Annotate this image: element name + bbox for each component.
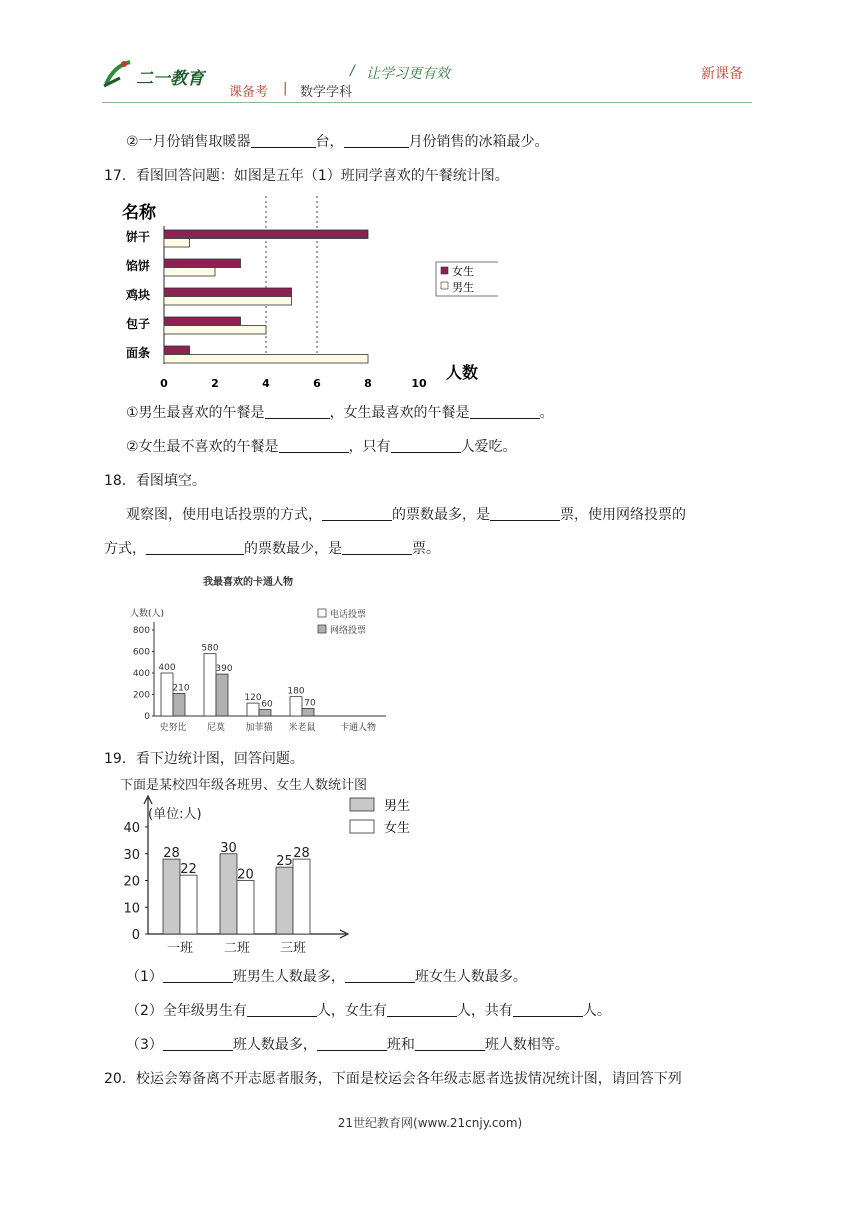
q19-line1 — [126, 966, 527, 986]
text: 班男生人数最多， — [232, 969, 345, 985]
chart2-data-label: 70 — [304, 698, 316, 709]
answer-blank[interactable] — [265, 404, 330, 419]
chart3-data-label: 25 — [276, 854, 293, 870]
q18-line1 — [126, 504, 686, 524]
chart3-y-tick: 30 — [123, 847, 140, 863]
chart3-data-label: 30 — [220, 840, 237, 856]
chart1-category-label: 包子 — [126, 317, 151, 331]
chart2-y-tick: 600 — [132, 647, 150, 658]
answer-blank[interactable] — [344, 133, 409, 148]
chart1-bar — [164, 355, 368, 364]
chart2-ylabel: 人数(人) — [130, 609, 165, 619]
chart1-bar — [164, 268, 215, 277]
text: （1） — [126, 969, 163, 985]
chart1-x-tick: 0 — [160, 377, 168, 390]
chart1-bar — [164, 288, 292, 297]
text: 方式， — [104, 541, 146, 557]
class-chart — [118, 774, 418, 958]
q16-line2 — [126, 131, 549, 151]
chart1-legend — [436, 262, 498, 296]
cartoon-chart — [128, 572, 388, 737]
chart1-xlabel: 人数 — [446, 363, 479, 382]
chart2-bar — [247, 703, 259, 716]
chart2-category-label: 米老鼠 — [288, 723, 316, 733]
chart3-bar — [180, 875, 197, 934]
chart2-data-label: 60 — [261, 699, 273, 710]
chart3-y-tick: 10 — [123, 901, 140, 917]
text: 人爱吃。 — [460, 439, 517, 455]
q19-title: 19．看下边统计图，回答问题。 — [104, 751, 304, 767]
chart2-y-tick: 200 — [132, 690, 150, 701]
chart2-category-label: 加菲猫 — [245, 723, 273, 733]
text: 班和 — [386, 1037, 415, 1053]
chart1-bar — [164, 230, 368, 239]
answer-blank[interactable] — [345, 968, 415, 983]
q17-line2 — [126, 436, 517, 456]
runner-logo-icon — [102, 58, 134, 88]
chart1-category-label: 鸡块 — [126, 288, 151, 302]
text: 人。 — [582, 1003, 611, 1019]
answer-blank[interactable] — [146, 540, 244, 555]
sub-left: 课备考 — [229, 85, 269, 100]
chart3-data-label: 22 — [180, 862, 197, 878]
answer-blank[interactable] — [513, 1002, 583, 1017]
chart1-x-tick: 8 — [364, 377, 372, 390]
chart2-bar — [302, 708, 314, 716]
chart2-legend — [318, 608, 366, 636]
legend-swatch-girls — [441, 267, 448, 274]
logo-text: 二一教育 — [136, 69, 204, 89]
q18-title: 18．看图填空。 — [104, 473, 206, 489]
text: （2）全年级男生有 — [126, 1003, 247, 1019]
legend-label-phone: 电话投票 — [330, 610, 367, 620]
chart1-bar — [164, 239, 190, 248]
sub-right: 数学学科 — [300, 85, 353, 100]
text: 班人数相等。 — [484, 1037, 569, 1053]
answer-blank[interactable] — [279, 438, 349, 453]
chart2-category-label: 尼莫 — [206, 723, 226, 733]
header-divider — [102, 102, 752, 103]
chart3-bar — [237, 881, 254, 935]
text: ，只有 — [348, 439, 391, 455]
q17-title: 17．看图回答问题：如图是五年（1）班同学喜欢的午餐统计图。 — [104, 168, 509, 184]
legend-swatch-boys — [441, 282, 448, 289]
q19-line2 — [126, 1000, 611, 1020]
chart3-y-tick: 0 — [131, 928, 140, 943]
text: 票。 — [412, 541, 440, 557]
chart1-ylabel: 名称 — [122, 203, 156, 223]
text: 。 — [539, 405, 554, 421]
chart2-y-tick: 400 — [132, 669, 150, 679]
chart2-bar — [161, 673, 173, 716]
chart1-bar — [164, 317, 241, 326]
chart2-data-label: 120 — [244, 693, 262, 704]
answer-blank[interactable] — [342, 540, 412, 555]
text: 台， — [315, 134, 344, 150]
chart3-y-tick: 20 — [123, 874, 140, 890]
text: ②一月份销售取暖器 — [126, 134, 251, 150]
q18-line2 — [104, 538, 440, 558]
legend-label-girls: 女生 — [452, 265, 474, 278]
text: 的票数最多，是 — [392, 507, 490, 523]
chart2-bar — [259, 710, 271, 716]
chart1-category-label: 面条 — [126, 346, 151, 360]
legend-label-boys: 男生 — [384, 799, 411, 814]
chart3-bar — [163, 859, 180, 934]
text: 人，女生有 — [316, 1003, 387, 1019]
chart1-bar — [164, 297, 292, 306]
chart2-data-label: 580 — [201, 643, 219, 654]
chart1-x-tick: 6 — [313, 377, 321, 390]
text: 人，共有 — [456, 1003, 513, 1019]
answer-blank[interactable] — [163, 968, 233, 983]
text: ①男生最喜欢的午餐是 — [126, 405, 265, 421]
text: 月份销售的冰箱最少。 — [408, 134, 549, 150]
chart2-y-tick: 0 — [144, 712, 150, 722]
chart2-data-label: 400 — [158, 663, 176, 673]
chart2-y-tick: 800 — [132, 626, 150, 636]
chart3-bar — [276, 867, 293, 934]
chart3-data-label: 28 — [293, 846, 310, 862]
chart2-bar — [204, 654, 216, 716]
answer-blank[interactable] — [387, 1002, 457, 1017]
chart1-bar — [164, 259, 241, 268]
chart3-y-tick: 40 — [123, 821, 140, 836]
legend-swatch-boys — [350, 798, 374, 811]
answer-blank[interactable] — [322, 506, 392, 521]
slogan-slash: / — [350, 63, 355, 79]
chart2-bar — [216, 674, 228, 716]
chart1-bar — [164, 346, 190, 355]
answer-blank[interactable] — [391, 438, 461, 453]
chart2-title: 我最喜欢的卡通人物 — [203, 577, 293, 588]
chart1-category-label: 馅饼 — [126, 259, 151, 273]
slogan: 让学习更有效 — [366, 66, 450, 82]
chart3-category-label: 一班 — [166, 941, 194, 956]
q20-title: 20．校运会筹备离不开志愿者服务，下面是校运会各年级志愿者选拔情况统计图，请回答下列 — [104, 1071, 682, 1087]
chart2-data-label: 390 — [215, 664, 233, 675]
text: ，女生最喜欢的午餐是 — [329, 405, 470, 421]
q19-line3 — [126, 1034, 569, 1054]
answer-blank[interactable] — [247, 1002, 317, 1017]
chart2-xlabel: 卡通人物 — [340, 723, 377, 733]
q17-line1 — [126, 402, 554, 422]
brand-label: 新课备 — [701, 66, 743, 82]
text: ②女生最不喜欢的午餐是 — [126, 439, 279, 455]
answer-blank[interactable] — [163, 1036, 233, 1051]
text: 票，使用网络投票的 — [560, 507, 686, 523]
answer-blank[interactable] — [251, 133, 316, 148]
chart3-category-label: 三班 — [279, 941, 307, 956]
chart1-x-tick: 2 — [211, 377, 219, 390]
chart3-title: 下面是某校四年级各班男、女生人数统计图 — [120, 778, 368, 793]
answer-blank[interactable] — [415, 1036, 485, 1051]
answer-blank[interactable] — [490, 506, 560, 521]
legend-swatch-phone — [318, 609, 326, 617]
chart1-x-tick: 4 — [262, 377, 270, 390]
legend-swatch-online — [318, 625, 326, 633]
chart1-bar — [164, 326, 266, 335]
chart1-category-label: 饼干 — [126, 230, 151, 244]
answer-blank[interactable] — [317, 1036, 387, 1051]
answer-blank[interactable] — [470, 404, 540, 419]
page-footer: 21世纪教育网(www.21cnjy.com) — [337, 1116, 523, 1130]
chart2-data-label: 180 — [287, 686, 305, 697]
chart1-x-tick: 10 — [411, 377, 427, 390]
chart3-data-label: 28 — [163, 846, 180, 862]
sub-separator: | — [283, 81, 288, 96]
text: 的票数最少，是 — [244, 541, 342, 557]
text: 班人数最多， — [232, 1037, 317, 1053]
text: 观察图，使用电话投票的方式， — [126, 507, 322, 523]
legend-label-boys: 男生 — [452, 281, 474, 294]
legend-label-girls: 女生 — [384, 821, 411, 836]
text: 班女生人数最多。 — [414, 969, 527, 985]
chart2-data-label: 210 — [172, 683, 190, 694]
chart3-bar — [220, 854, 237, 934]
chart2-bar — [290, 697, 302, 716]
chart3-legend — [350, 798, 410, 836]
chart2-category-label: 史努比 — [159, 723, 187, 733]
chart3-category-label: 二班 — [223, 941, 251, 956]
legend-label-online: 网络投票 — [330, 626, 367, 636]
chart2-bar — [173, 693, 185, 716]
chart3-ylabel: (单位:人) — [148, 807, 202, 822]
legend-swatch-girls — [350, 820, 374, 833]
text: （3） — [126, 1037, 163, 1053]
lunch-chart — [118, 196, 498, 392]
chart3-data-label: 20 — [237, 867, 254, 883]
chart3-bar — [293, 859, 310, 934]
